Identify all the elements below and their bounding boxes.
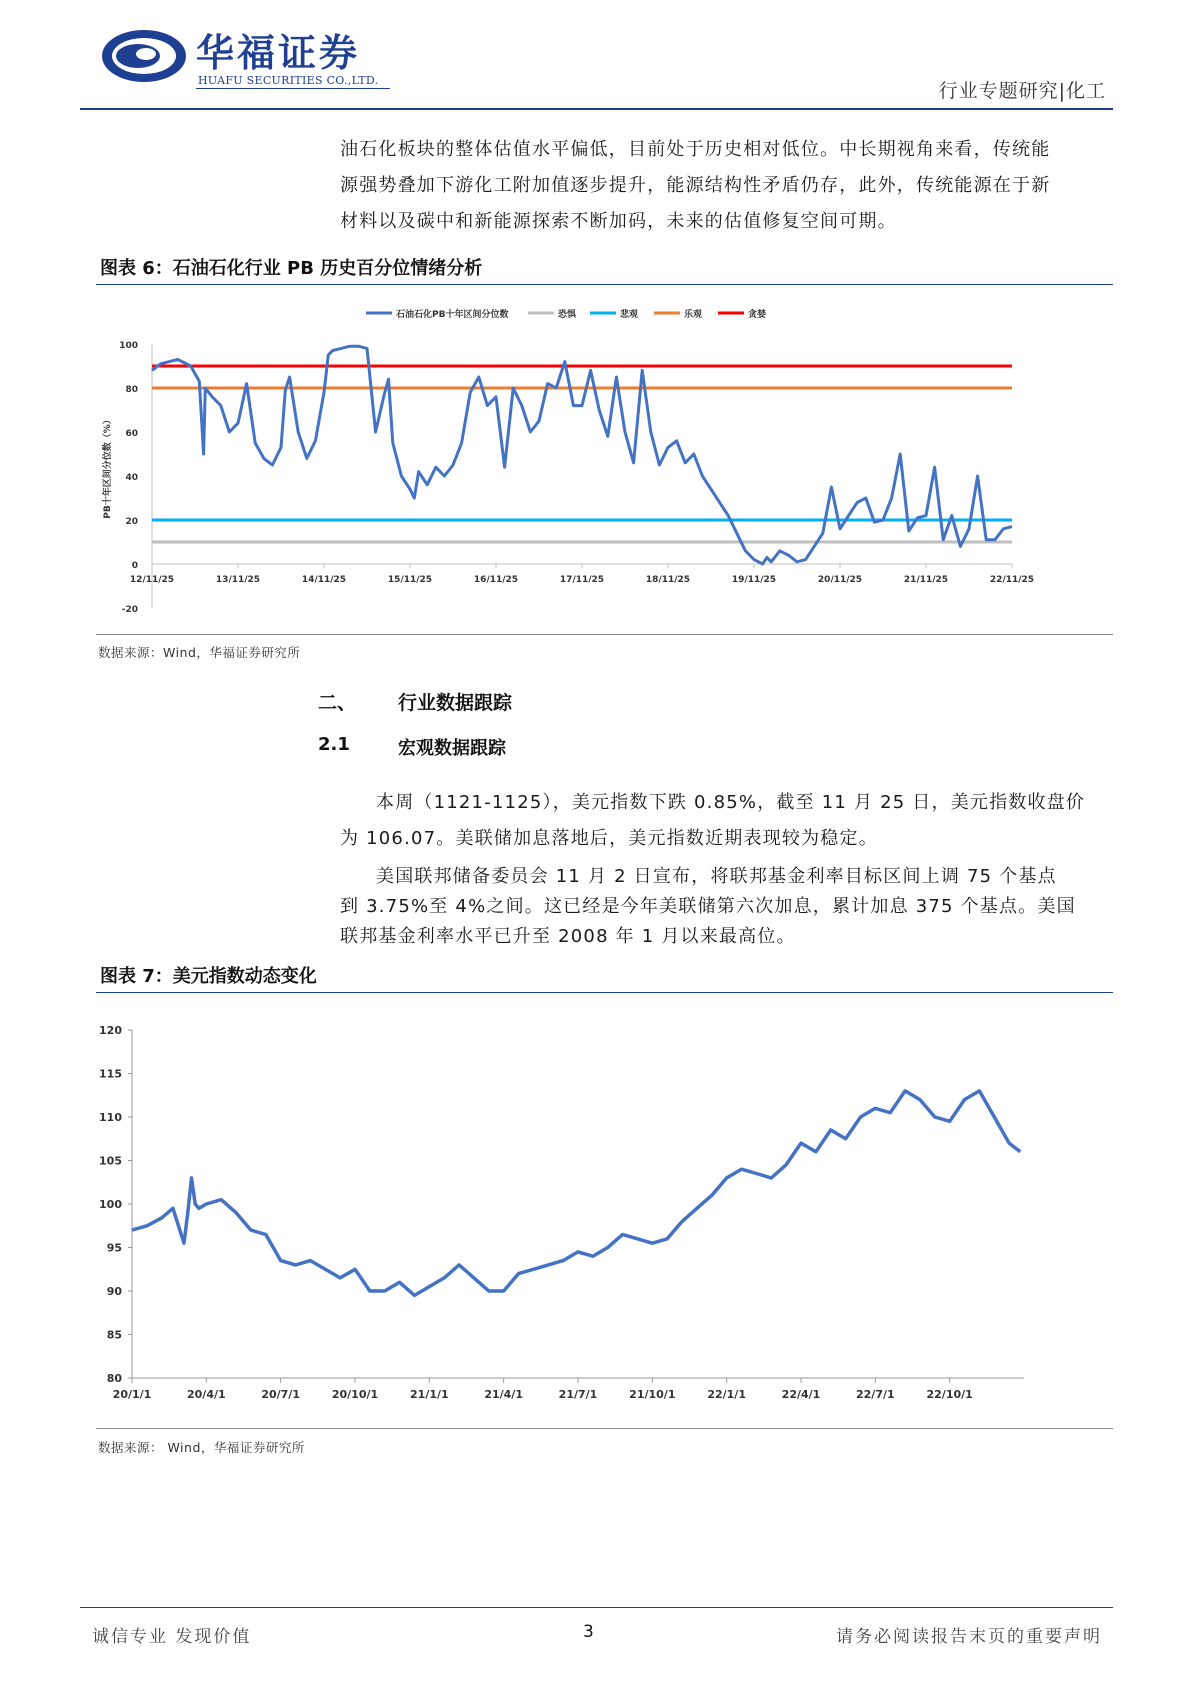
text-line: 联邦基金利率水平已升至 2008 年 1 月以来最高位。	[340, 926, 796, 947]
figure7-bottom-rule	[96, 1428, 1113, 1429]
logo-text-cn: 华福证券	[196, 30, 361, 75]
text-line: 源强势叠加下游化工附加值逐步提升，能源结构性矛盾仍存，此外，传统能源在于新	[340, 175, 1051, 196]
y-tick-label: -20	[121, 605, 138, 615]
x-tick-label: 22/4/1	[781, 1388, 821, 1401]
header-divider	[80, 108, 1113, 110]
y-tick-label: 100	[99, 1198, 122, 1211]
footer-disclaimer: 请务必阅读报告末页的重要声明	[836, 1627, 1102, 1647]
paragraph-usd-index	[340, 785, 1113, 857]
x-tick-label: 16/11/25	[473, 575, 519, 585]
figure6-title: 图表 6：石油石化行业 PB 历史百分位情绪分析	[100, 258, 483, 279]
y-tick-label: 20	[125, 517, 138, 527]
x-tick-label: 22/7/1	[856, 1388, 895, 1401]
x-tick-label: 18/11/25	[645, 575, 691, 585]
paragraph-fed-rate	[340, 862, 1113, 952]
y-axis-label: PB十年区间分位数（%）	[103, 415, 113, 519]
y-tick-label: 85	[106, 1328, 122, 1342]
chart-legend	[366, 308, 766, 320]
y-tick-label: 100	[119, 341, 138, 351]
x-tick-label: 22/1/1	[707, 1388, 746, 1401]
x-tick-label: 15/11/25	[387, 575, 433, 585]
figure7-top-rule	[96, 992, 1113, 993]
y-tick-label: 110	[99, 1111, 122, 1124]
figure7-title: 图表 7：美元指数动态变化	[100, 966, 317, 987]
y-tick-label: 120	[99, 1024, 122, 1037]
section-number: 二、	[318, 692, 357, 714]
footer-slogan: 诚信专业 发现价值	[92, 1627, 252, 1647]
logo-text-en: HUAFU SECURITIES CO.,LTD.	[198, 74, 379, 87]
logo-underline	[196, 88, 390, 89]
x-tick-label: 20/11/25	[817, 575, 863, 585]
legend-label: 石油石化PB十年区间分位数	[396, 310, 509, 320]
x-tick-label: 21/11/25	[903, 575, 949, 585]
series-line-pb-percentile	[152, 346, 1012, 564]
y-tick-label: 80	[125, 385, 138, 395]
x-tick-label: 20/10/1	[331, 1388, 379, 1401]
y-tick-label: 80	[106, 1372, 122, 1385]
x-tick-label: 12/11/25	[129, 575, 175, 585]
x-tick-label: 20/7/1	[261, 1388, 300, 1401]
y-tick-label: 40	[125, 473, 138, 483]
y-tick-label: 115	[99, 1067, 122, 1081]
legend-label: 悲观	[620, 310, 639, 320]
x-tick-label: 20/1/1	[112, 1388, 152, 1401]
text-line: 美国联邦储备委员会 11 月 2 日宣布，将联邦基金利率目标区间上调 75 个基点	[376, 866, 1057, 887]
subsection-title: 宏观数据跟踪	[398, 738, 506, 759]
legend-label: 乐观	[684, 310, 703, 320]
logo-icon	[100, 28, 188, 84]
x-tick-label: 21/10/1	[629, 1388, 676, 1401]
text-line: 为 106.07。美联储加息落地后，美元指数近期表现较为稳定。	[340, 828, 878, 849]
x-tick-label: 14/11/25	[301, 575, 347, 585]
figure7-source: 数据来源： Wind，华福证券研究所	[98, 1440, 305, 1455]
legend-label: 恐惧	[558, 310, 577, 320]
y-tick-label: 90	[106, 1285, 122, 1298]
y-tick-label: 60	[125, 429, 138, 439]
figure6-top-rule	[96, 284, 1113, 285]
legend-label: 贪婪	[748, 310, 767, 320]
x-tick-label: 13/11/25	[215, 575, 261, 585]
report-section-label: 行业专题研究|化工	[938, 80, 1106, 102]
x-tick-label: 21/1/1	[410, 1388, 449, 1401]
text-line: 材料以及碳中和新能源探索不断加码，未来的估值修复空间可期。	[340, 211, 897, 232]
figure6-bottom-rule	[96, 634, 1113, 635]
y-tick-label: 105	[99, 1154, 122, 1168]
subsection-number: 2.1	[318, 734, 350, 755]
figure7-chart	[96, 1002, 1113, 1410]
x-tick-label: 20/4/1	[187, 1388, 226, 1401]
x-tick-label: 17/11/25	[559, 575, 605, 585]
y-tick-label: 95	[106, 1241, 122, 1255]
footer-divider	[80, 1607, 1113, 1608]
x-tick-label: 21/7/1	[558, 1388, 598, 1401]
page-number: 3	[583, 1622, 594, 1642]
figure6-chart	[96, 292, 1113, 622]
text-line: 油石化板块的整体估值水平偏低，目前处于历史相对低位。中长期视角来看，传统能	[340, 139, 1051, 160]
x-tick-label: 19/11/25	[731, 575, 777, 585]
x-tick-label: 22/11/25	[989, 575, 1035, 585]
text-line: 到 3.75%至 4%之间。这已经是今年美联储第六次加息，累计加息 375 个基点。美国	[340, 896, 1076, 917]
text-line: 本周（1121-1125），美元指数下跌 0.85%，截至 11 月 25 日，美元指数收盘价	[376, 792, 1086, 813]
section-title: 行业数据跟踪	[398, 692, 513, 714]
y-tick-label: 0	[131, 561, 138, 571]
series-line-usd-index	[132, 1091, 1020, 1296]
figure6-source: 数据来源：Wind，华福证券研究所	[98, 645, 301, 660]
x-tick-label: 22/10/1	[926, 1388, 973, 1401]
x-tick-label: 21/4/1	[484, 1388, 523, 1401]
intro-paragraph	[340, 132, 1113, 240]
